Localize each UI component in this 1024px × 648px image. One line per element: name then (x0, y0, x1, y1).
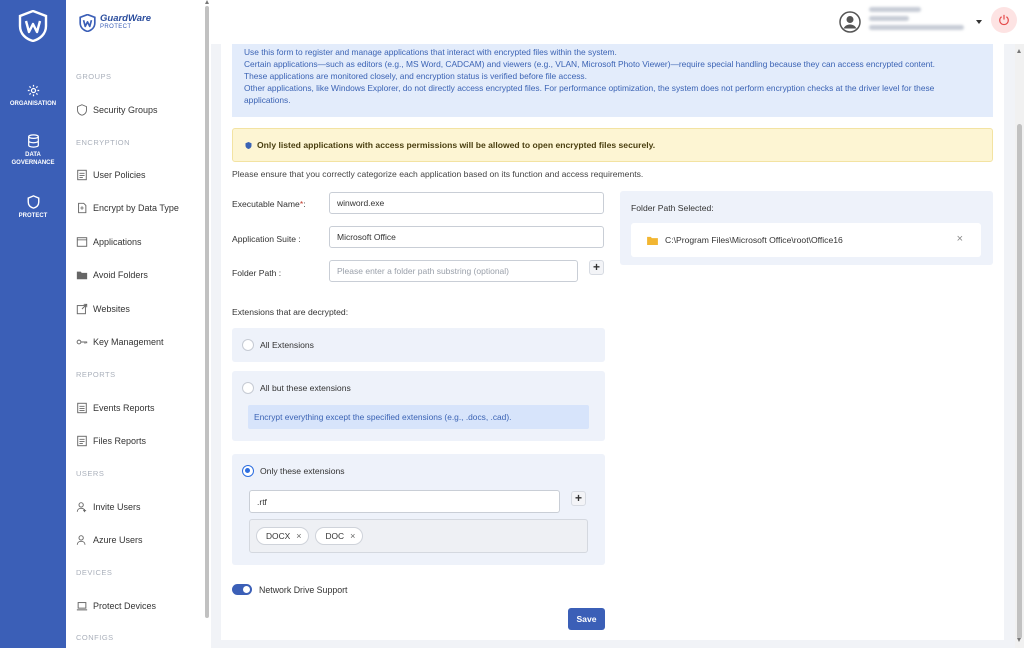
guardware-logo-icon (79, 14, 96, 32)
info-banner (232, 44, 993, 117)
chip-label: DOC (325, 531, 345, 541)
section-label-configs: CONFIGS (76, 633, 114, 642)
sidebar (66, 0, 204, 648)
info-line: Use this form to register and manage applications that interact with encrypted files within the system. (244, 47, 617, 57)
save-button[interactable]: Save (568, 608, 605, 630)
sidebar-item-label: Websites (93, 304, 130, 314)
sidebar-item-security-groups[interactable] (76, 103, 201, 117)
extension-chips (249, 519, 588, 553)
sidebar-item-invite-users[interactable] (76, 500, 201, 514)
rail-item-data-governance[interactable] (0, 134, 66, 167)
option-label: Only these extensions (260, 466, 345, 476)
sidebar-item-label: Invite Users (93, 502, 141, 512)
shield-icon (27, 195, 40, 209)
sidebar-item-applications[interactable] (76, 235, 201, 249)
chip-label: DOCX (266, 531, 291, 541)
section-label-groups: GROUPS (76, 72, 112, 81)
avatar-icon[interactable] (839, 11, 861, 33)
remove-folder-icon[interactable]: × (956, 233, 963, 245)
sidebar-item-label: Avoid Folders (93, 270, 148, 280)
user-info-redacted[interactable] (869, 7, 969, 34)
rail-item-organisation[interactable] (0, 84, 66, 108)
user-icon (76, 534, 88, 546)
network-drive-label: Network Drive Support (259, 585, 348, 595)
sidebar-item-label: Security Groups (93, 105, 158, 115)
option-only-these-panel (232, 454, 605, 565)
key-icon (76, 336, 88, 348)
chevron-down-icon[interactable] (976, 20, 982, 24)
scroll-up-icon[interactable] (1017, 49, 1021, 53)
sidebar-item-key-management[interactable] (76, 335, 201, 349)
sidebar-item-label: Applications (93, 237, 142, 247)
folder-path-selected-panel (620, 191, 993, 265)
sidebar-item-label: User Policies (93, 170, 146, 180)
invite-user-icon (76, 501, 88, 513)
extensions-label: Extensions that are decrypted: (232, 307, 349, 317)
folder-path-input[interactable]: Please enter a folder path substring (optional) (329, 260, 578, 282)
rail-item-protect[interactable] (0, 195, 66, 220)
all-but-hint: Encrypt everything except the specified extensions (e.g., .docs, .cad). (248, 405, 589, 429)
laptop-icon (76, 600, 88, 612)
power-icon (998, 14, 1010, 26)
folder-path-selected-title: Folder Path Selected: (631, 203, 714, 213)
file-report-icon (76, 435, 88, 447)
sidebar-item-label: Key Management (93, 337, 164, 347)
sidebar-scrollbar[interactable] (204, 0, 211, 648)
required-marker: * (299, 199, 304, 209)
categorize-note: Please ensure that you correctly categorize each application based on its function and access requirements. (232, 169, 644, 179)
sidebar-scroll-thumb[interactable] (205, 6, 209, 618)
logout-button[interactable] (991, 7, 1017, 33)
shield-icon (245, 141, 252, 150)
sidebar-item-azure-users[interactable] (76, 533, 201, 547)
chip-remove-icon[interactable]: × (296, 531, 302, 541)
application-window-icon (76, 236, 88, 248)
folder-icon (76, 269, 88, 281)
policy-document-icon (76, 169, 88, 181)
info-line: These applications are monitored closely, and encryption status is verified before file access. (244, 71, 587, 81)
folder-icon (647, 236, 658, 245)
main-scroll-thumb[interactable] (1017, 124, 1022, 639)
option-all-extensions[interactable] (242, 339, 314, 351)
chip-remove-icon[interactable]: × (350, 531, 356, 541)
add-extension-button[interactable]: + (571, 491, 586, 506)
sidebar-item-files-reports[interactable] (76, 434, 201, 448)
sidebar-item-protect-devices[interactable] (76, 599, 201, 613)
sidebar-item-user-policies[interactable] (76, 168, 201, 182)
radio-all-but-these[interactable] (242, 382, 254, 394)
external-link-icon (76, 303, 88, 315)
sidebar-item-encrypt-by-data-type[interactable] (76, 201, 201, 215)
add-folder-path-button[interactable]: + (589, 260, 604, 275)
section-label-devices: DEVICES (76, 568, 113, 577)
application-suite-input[interactable]: Microsoft Office (329, 226, 604, 248)
info-line: Certain applications—such as editors (e.g., MS Word, CADCAM) and viewers (e.g., VLAN, Microsoft Photo Viewer)—require special handling because they can access encrypted content. (244, 59, 935, 69)
extension-input[interactable]: .rtf (249, 490, 560, 513)
section-label-users: USERS (76, 469, 105, 478)
option-all-but-panel (232, 371, 605, 441)
radio-only-these[interactable] (242, 465, 254, 477)
application-suite-label: Application Suite : (232, 234, 301, 244)
option-only-these[interactable] (242, 465, 345, 477)
rail-item-label: ORGANISATION (9, 101, 57, 107)
scroll-down-icon[interactable] (1017, 638, 1021, 642)
rail-item-label: DATA (25, 152, 41, 158)
report-icon (76, 402, 88, 414)
selected-folder-path: C:\Program Files\Microsoft Office\root\Office16 (665, 235, 843, 245)
rail-item-label: PROTECT (18, 213, 48, 219)
warning-text: Only listed applications with access permissions will be allowed to open encrypted files securely. (257, 140, 656, 150)
sidebar-item-avoid-folders[interactable] (76, 268, 201, 282)
encrypt-file-icon (76, 202, 88, 214)
brand-logo[interactable] (79, 14, 151, 32)
network-drive-toggle[interactable] (232, 584, 252, 595)
option-label: All Extensions (260, 340, 314, 350)
sidebar-item-events-reports[interactable] (76, 401, 201, 415)
gear-icon (27, 84, 40, 97)
info-line: Other applications, like Windows Explorer, do not directly access encrypted files. For performance optimization, the system does not perform encryption checks at the driver level for these (244, 83, 935, 93)
main-scrollbar[interactable] (1015, 44, 1024, 648)
section-label-encryption: ENCRYPTION (76, 138, 131, 147)
folder-path-label: Folder Path : (232, 268, 282, 278)
brand-title: GuardWare (100, 13, 152, 24)
shield-icon (76, 104, 88, 116)
sidebar-item-label: Files Reports (93, 436, 147, 446)
option-all-but-these[interactable] (242, 382, 351, 394)
sidebar-item-websites[interactable] (76, 302, 201, 316)
executable-name-label: Executable Name*: (232, 199, 306, 209)
rail-item-label-line-2: GOVERNANCE (11, 160, 55, 166)
top-header (211, 0, 1024, 44)
sidebar-item-label: Azure Users (93, 535, 143, 545)
warning-banner (232, 128, 993, 162)
sidebar-item-label: Events Reports (93, 403, 155, 413)
selected-folder-row (631, 223, 981, 257)
database-icon (27, 134, 40, 148)
info-line: applications. (244, 95, 291, 105)
option-all-extensions-panel (232, 328, 605, 362)
executable-name-input[interactable]: winword.exe (329, 192, 604, 214)
brand-subtitle: PROTECT (100, 24, 132, 30)
sidebar-item-label: Encrypt by Data Type (93, 203, 179, 213)
extension-chip (256, 527, 309, 545)
guardware-logo-icon[interactable] (18, 10, 48, 42)
app-rail (0, 0, 66, 648)
option-label: All but these extensions (260, 383, 351, 393)
extension-chip (315, 527, 363, 545)
application-form-card (221, 44, 1004, 640)
radio-all-extensions[interactable] (242, 339, 254, 351)
section-label-reports: REPORTS (76, 370, 116, 379)
sidebar-item-label: Protect Devices (93, 601, 157, 611)
scroll-up-icon[interactable] (205, 0, 209, 4)
